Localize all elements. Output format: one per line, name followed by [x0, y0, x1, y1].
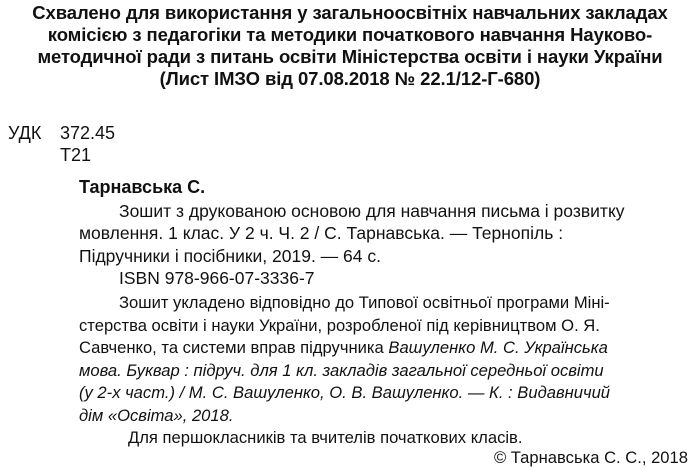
annotation-citation-line: дім «Освіта», 2018. — [79, 405, 234, 425]
target-audience: Для першокласників та вчителів початкових класів. — [128, 428, 523, 447]
annotation-citation: Вашуленко М. С. Українська — [388, 338, 608, 357]
bibliographic-description — [79, 200, 659, 290]
isbn: ISBN 978-966-07-3336-7 — [119, 268, 315, 289]
annotation — [79, 292, 659, 427]
copyright-notice: © Тарнавська С. С., 2018 — [493, 448, 688, 467]
annotation-line — [79, 337, 659, 360]
approval-line: комісією з педагогіки та методики початкового навчання Науково- — [47, 24, 653, 45]
annotation-text: Савченко, та системи вправ підручника — [79, 338, 389, 357]
annotation-citation-line: мова. Буквар : підруч. для 1 кл. закладів загальної середньої освіти — [79, 360, 604, 380]
udk-label: УДК — [8, 123, 42, 143]
approval-line: методичної ради з питань освіти Міністерства освіти і науки України — [37, 46, 663, 67]
annotation-citation-line: (у 2-х част.) / М. С. Вашуленко, О. В. Вашуленко. — К. : Видавничий — [79, 383, 611, 402]
description-line: Підручники і посібники, 2019. — 64 с. — [79, 245, 381, 266]
approval-letter-reference: (Лист ІМЗО від 07.08.2018 № 22.1/12-Г-680) — [159, 68, 541, 89]
author-mark: Т21 — [60, 145, 92, 165]
approval-line: Схвалено для використання у загальноосвітніх навчальних закладах — [32, 2, 668, 23]
author-name: Тарнавська С. — [79, 177, 206, 197]
annotation-line: стерства освіти і науки України, розробленої під керівництвом О. Я. — [79, 315, 600, 335]
annotation-line: Зошит укладено відповідно до Типової освітньої програми Міні- — [119, 293, 610, 312]
classification-block — [8, 122, 116, 165]
udk-code: 372.45 — [60, 123, 116, 143]
description-line: Зошит з друкованою основою для навчання письма і розвитку — [119, 201, 625, 221]
approval-statement — [8, 2, 692, 90]
description-line: мовлення. 1 клас. У 2 ч. Ч. 2 / С. Тарнавська. — Тернопіль : — [79, 223, 564, 244]
